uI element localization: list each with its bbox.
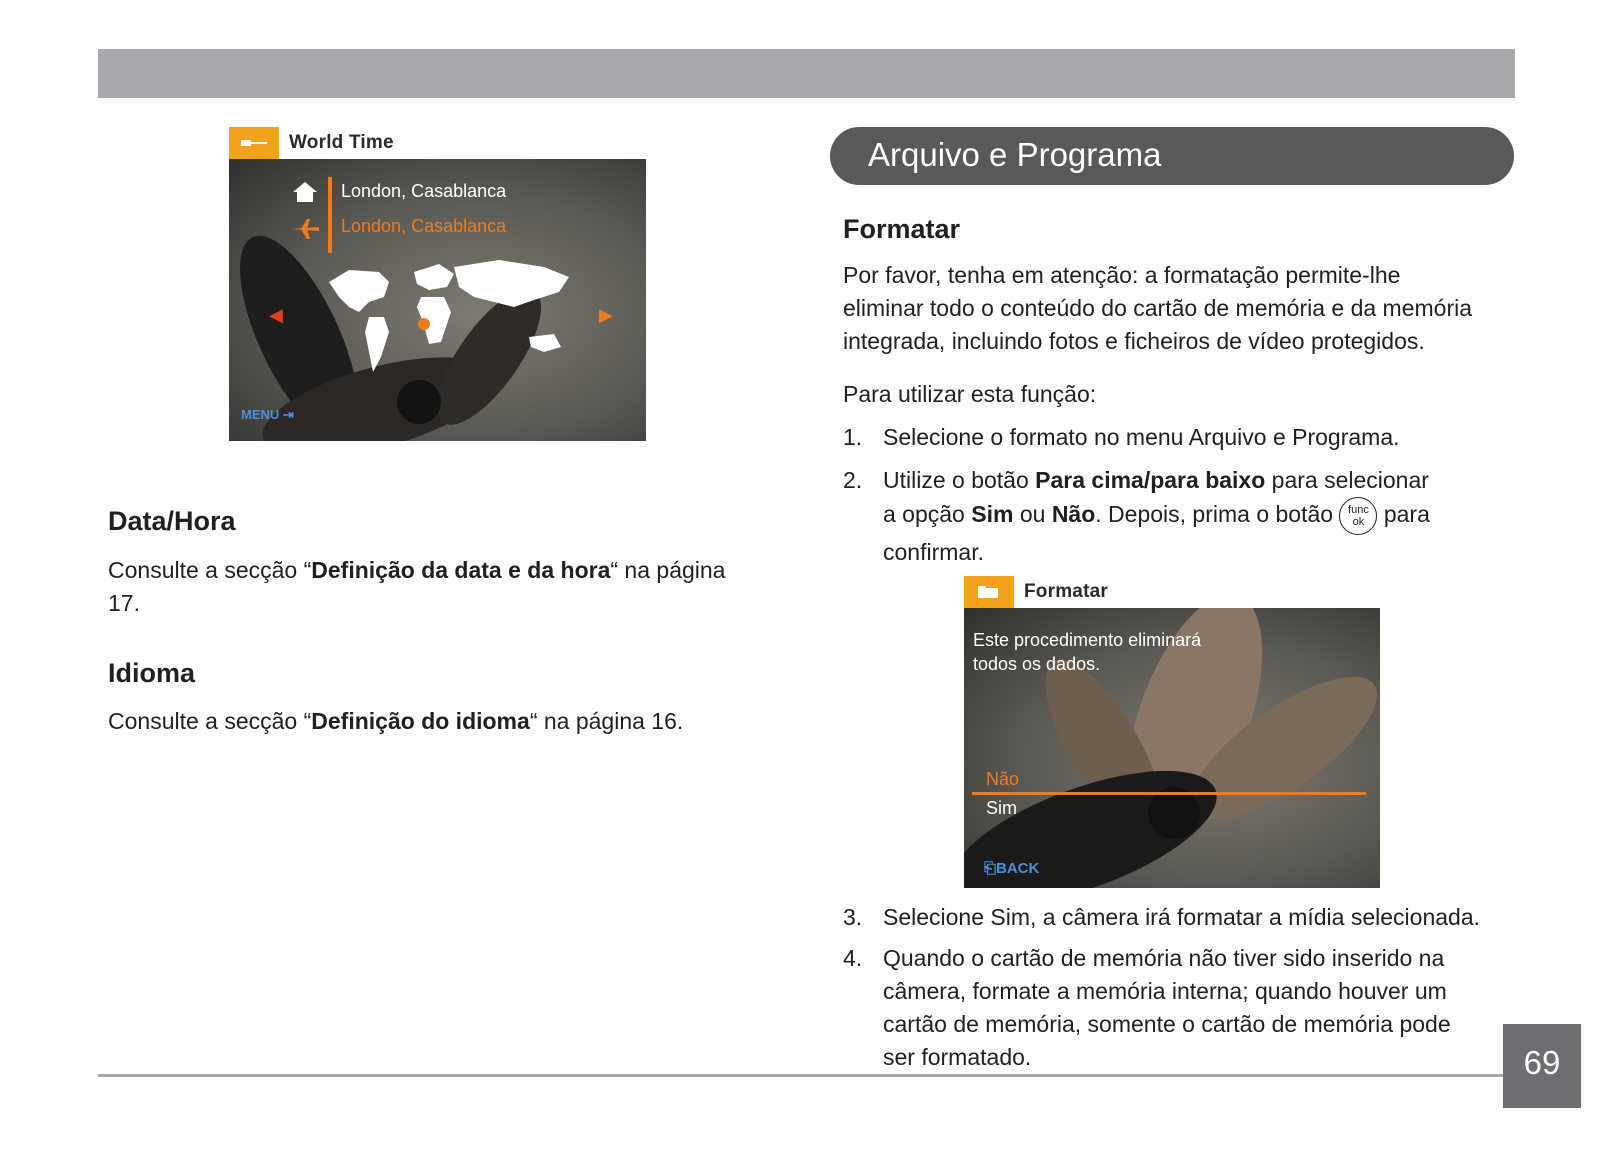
section-title: Arquivo e Programa — [868, 136, 1162, 173]
data-hora-heading: Data/Hora — [108, 506, 236, 536]
page-number: 69 — [1523, 1044, 1561, 1081]
home-city: London, Casablanca — [341, 181, 507, 201]
formatar-intro: Por favor, tenha em atenção: a formatação permite-lhe eliminar todo o conteúdo do cartão de memória e da memória integrada, incluindo fotos e ficheiros de vídeo protegidos. — [843, 262, 1473, 354]
arrow-right-icon: ▶ — [599, 305, 613, 325]
back-icon: ⎗ — [984, 860, 997, 877]
selection-underline — [972, 792, 1366, 795]
travel-city: London, Casablanca — [341, 216, 507, 236]
world-time-screenshot — [229, 127, 646, 441]
idioma-text: Consulte a secção “Definição do idioma“ na página 16. — [108, 708, 684, 734]
home-icon — [293, 182, 317, 202]
world-map — [329, 252, 579, 382]
use-line: Para utilizar esta função: — [843, 381, 1097, 407]
page-number-box — [1503, 1024, 1581, 1108]
folder-icon — [976, 586, 1002, 598]
format-screenshot — [964, 576, 1380, 888]
header-bar — [98, 49, 1515, 98]
screen-header — [964, 576, 1380, 608]
back-label: ⎗BACK — [984, 860, 1040, 877]
menu-label: MENU ⇥ — [241, 407, 294, 422]
screen-header — [229, 127, 646, 159]
data-hora-text: Consulte a secção “Definição da data e da hora“ na página 17. — [108, 557, 726, 616]
idioma-heading: Idioma — [108, 658, 196, 688]
section-title-pill — [830, 127, 1514, 185]
format-message: Este procedimento eliminará todos os dados. — [973, 630, 1202, 674]
option-yes[interactable]: Sim — [986, 798, 1017, 818]
wrench-icon — [241, 137, 267, 149]
formatar-heading: Formatar — [843, 214, 961, 244]
screen-title: Formatar — [1024, 581, 1108, 602]
footer-rule — [98, 1074, 1518, 1077]
airplane-icon — [291, 219, 319, 239]
city-selector-bar — [328, 177, 332, 253]
option-no[interactable]: Não — [986, 769, 1020, 789]
arrow-left-icon: ◀ — [269, 305, 283, 325]
func-ok-button-icon: func ok — [1339, 497, 1377, 535]
screen-title: World Time — [289, 132, 394, 153]
